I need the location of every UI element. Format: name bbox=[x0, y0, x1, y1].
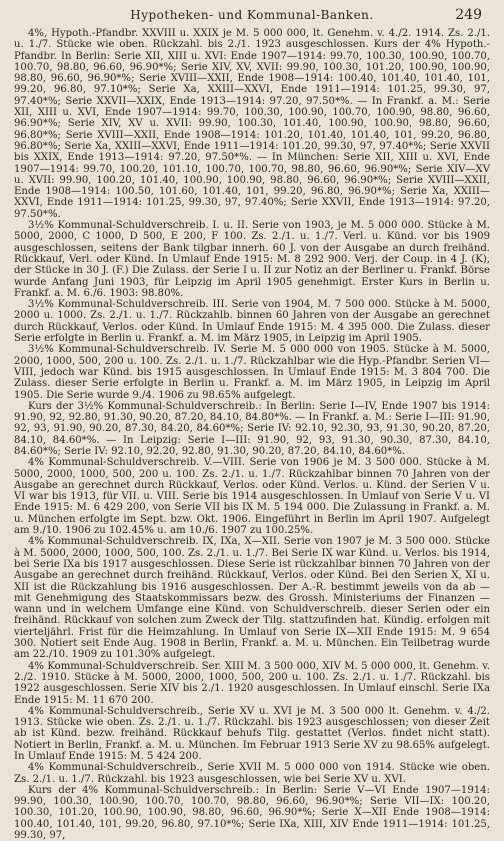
paragraph-kommunal-serie-iv: 3½% Kommunal-Schuldverschreib. IV. Serie M. 5 000 000 von 1905. Stücke à M. 5000, 2000, 1000, 500, 200 u. 100. Zs. 2./1. u. 1./7. Rückzahlbar wie die Hyp.-Pfandbr. Serien VI—VIII, jedoch war Künd. bis 1915 ausgeschlossen. In Umlauf Ende 1915: M. 3 804 700. Die Zulass. dieser Serie erfolgte in Berlin u. Frankf. a. M. im März 1905, in Leipzig im April 1905. Die Serie wurde 9./4. 1906 zu 98.65% aufgelegt. bbox=[14, 344, 490, 401]
paragraph-kurs-4-kommunal: Kurs der 4% Kommunal-Schuldverschreib.: In Berlin: Serie V—VI Ende 1907—1914: 99.90, 100.30, 100.90, 100.70, 100.70, 98.80, 96.60, 96.90*%; Serie VII—IX: 100.20, 100.30, 101.20, 100.90, 100.90, 98.80, 96.60, 96.90*%; Serie X—XII Ende 1908—1914: 100.40, 101.40, 101, 99.20, 96.80, 97.10*%; Serie IXa, XIII, XIV Ende 1911—1914: 101.25, 99.30, 97, bbox=[14, 784, 490, 841]
body-text bbox=[14, 28, 490, 841]
paragraph-kurs-3-5-kommunal: Kurs der 3½% Kommunal-Schuldverschreib.: In Berlin: Serie I—IV, Ende 1907 bis 1914: 91.90, 92, 92.80, 91.30, 90.20, 87.20, 84.10, 84.80*%. — In Frankf. a. M.: Serie I—III: 91.90, 92, 93, 91.90, 90.20, 87.30, 84.20, 84.60*%; Serie IV: 92.10, 92.30, 93, 91.30, 90.20, 87.20, 84.10, 84.60*%. — In Leipzig: Serie I—III: 91.90, 92, 93, 91.30, 90.30, 87.30, 84.10, 84.60*%; Serie IV: 92.10, 92.20, 92.80, 91.30, 90.20, 87.20, 84.10, 84.60*%. bbox=[14, 400, 490, 457]
paragraph-hypoth-pfandbr-kurse: 4%, Hypoth.-Pfandbr. XXVIII u. XXIX je M. 5 000 000, lt. Genehm. v. 4./2. 1914. Zs. 2./1. u. 1./7. Stücke wie oben. Rückzahl. bis 2./1. 1923 ausgeschlossen. Kurs der 4% Hypoth.-Pfandbr. In Berlin: Serie XII, XIII u. XVI: Ende 1907—1914: 99.70, 100.30, 100.90, 100.70, 100.70, 98.80, 96.60, 96.90*%; Serie XIV, XV, XVII: 99.90, 100.30, 101.20, 100.90, 100.90, 98.80, 96.60, 96.90*%; Serie XVIII—XXII, Ende 1908—1914: 100.40, 101.40, 101.40, 101, 99.20, 96.80, 97.10*%; Serie Xa, XXIII—XXVI, Ende 1911—1914: 101.25, 99.30, 97, 97.40*%; Serie XXVII—XXIX, Ende 1913—1914: 97.20, 97.50*%. — In Frankf. a. M.: Serie XII, XIII u. XVI, Ende 1907—1914: 99.70, 100.30, 100.90, 100.70, 100.90, 98.80, 96.60, 96.90*%; Serie XIV, XV u. XVII: 99.90, 100.30, 101.40, 100.90, 100.90, 98.80, 96.60, 96.80*%; Serie XVIII—XXII, Ende 1908—1914: 101.20, 101.40, 101.40, 101, 99.20, 96.80, 96.80*%; Serie Xa, XXIII—XXVI, Ende 1911—1914: 101.20, 99.30, 97, 97.40*%; Serie XXVII bis XXIX, Ende 1913—1914: 97.20, 97.50*%. — In München: Serie XII, XIII u. XVI, Ende 1907—1914: 99.70, 100.20, 101.10, 100.70, 100.70, 98.80, 96.60, 96.90*%; Serie XIV—XV u. XVII: 99.90, 100.20, 101.40, 100.90, 100.90, 98.80, 96.60, 96.90*%; Serie XVIII—XXII, Ende 1908—1914: 100.50, 101.60, 101.40, 101, 99.20, 96.80, 96.90*%; Serie Xa, XXIII—XXVI, Ende 1911—1914: 101.25, 99.30, 97, 97.40%; Serie XXVII, Ende 1913—1914: 97.20, 97.50*%. bbox=[14, 28, 490, 220]
paragraph-kommunal-serie-xvii: 4% Kommunal-Schuldverschreib., Serie XVII M. 5 000 000 von 1914. Stücke wie oben. Zs. 2./1. u. 1./7. Rückzahl. bis 1923 ausgeschlossen, wie bei Serie XV u. XVI. bbox=[14, 762, 490, 785]
paragraph-kommunal-serie-xv-xvi: 4% Kommunal-Schuldverschreib., Serie XV u. XVI je M. 3 500 000 lt. Genehm. v. 4./2. 1913. Stücke wie oben. Zs. 2./1. u. 1./7. Rückzahl. bis 1923 ausgeschlossen; von dieser Zeit ab ist Künd. bezw. freihänd. Rückkauf behufs Tilg. gestattet (Verlos. findet nicht statt). Notiert in Berlin, Frankf. a. M. u. München. Im Februar 1913 Serie XV zu 98.65% aufgelegt. In Umlauf Ende 1915: M. 5 424 200. bbox=[14, 705, 490, 762]
paragraph-kommunal-serie-v-viii: 4% Kommunal-Schuldverschreib. V.—VIII. Serie von 1906 je M. 3 500 000. Stücke à M. 5000, 2000, 1000, 500, 200 u. 100. Zs. 2./1. u. 1./7. Rückzahlbar binnen 70 Jahren von der Ausgabe an gerechnet durch Rückkauf, Verlos. oder Künd. Verlos. u. Künd. der Serien V u. VI war bis 1913, für VII. u. VIII. Serie bis 1914 ausgeschlossen. In Umlauf von Serie V u. VI Ende 1915: M. 6 429 200, von Serie VII bis IX M. 5 194 000. Die Zulassung in Frankf. a. M. u. München erfolgte im Sept. bzw. Okt. 1906. Eingeführt in Berlin im April 1907. Aufgelegt am 9./10. 1906 zu 102.45% u. am 10./6. 1907 zu 100.25%. bbox=[14, 457, 490, 537]
paragraph-kommunal-serie-xiii-xiv: 4% Kommunal-Schuldverschreib. Ser. XIII M. 3 500 000, XIV M. 5 000 000, lt. Genehm. v. 2./2. 1910. Stücke à M. 5000, 2000, 1000, 500, 200 u. 100. Zs. 2./1. u. 1./7. Rückzahl. bis 1922 ausgeschlossen. Serie XIV bis 2./1. 1920 ausgeschlossen. In Umlauf einschl. Serie IXa Ende 1915: M. 11 670 200. bbox=[14, 660, 490, 706]
paragraph-kommunal-serie-iii: 3½% Kommunal-Schuldverschreib. III. Serie von 1904, M. 7 500 000. Stücke à M. 5000, 2000 u. 1000. Zs. 2./1. u. 1./7. Rückzahlb. binnen 60 Jahren von der Ausgabe an gerechnet durch Rückkauf, Verlos. oder Künd. In Umlauf Ende 1915: M. 4 395 000. Die Zulass. dieser Serie erfolgte in Berlin u. Frankf. a. M. im März 1905, in Leipzig im April 1905. bbox=[14, 299, 490, 345]
running-title: Hypotheken- und Kommunal-Banken. bbox=[130, 8, 374, 22]
page-header bbox=[14, 8, 490, 24]
paragraph-kommunal-serie-i-ii: 3½% Kommunal-Schuldverschreib. I. u. II. Serie von 1903, je M. 5 000 000. Stücke à M. 5000, 2000, C 1000, D 500, E 200, F 100. Zs. 2./1. u. 1./7. Verl. u. Künd. vor bis 1909 ausgeschlossen, seitens der Bank tilgbar innerh. 60 J. von der Ausgabe an durch freihänd. Rückkauf, Verl. oder Künd. In Umlauf Ende 1915: M. 8 292 900. Verj. der Coup. in 4 J. (K), der Stücke in 30 J. (F.) Die Zulass. der Serie I u. II zur Notiz an der Berliner u. Frankf. Börse wurde Anfang Juni 1903, für Leipzig im April 1905 genehmigt. Erster Kurs in Berlin u. Frankf. a. M. 6./6. 1903: 98.80%. bbox=[14, 220, 490, 299]
page-number: 249 bbox=[455, 7, 482, 23]
paragraph-kommunal-serie-ix-xii: 4% Kommunal-Schuldverschreib. IX, IXa, X—XII. Serie von 1907 je M. 3 500 000. Stücke à M. 5000, 2000, 1000, 500, 100. Zs. 2./1. u. 1./7. Bei Serie IX war Künd. u. Verlos. bis 1914, bei Serie IXa bis 1917 ausgeschlossen. Diese Serie ist rückzahlbar binnen 70 Jahren von der Ausgabe an gerechnet durch freihänd. Rückkauf, Verlos. oder Künd. Bei den Serien X, XI u. XII ist die Rückzahlung bis 1916 ausgeschlossen. Der A.-R. bestimmt jeweils von da ab — mit Genehmigung des Staatskommissars bezw. des Grossh. Ministeriums der Finanzen — wann und in welchem Umfange eine Künd. von Schuldverschreib. dieser Serien oder ein freihänd. Rückkauf von solchen zum Zweck der Tilg. stattzufinden hat. Kündig. erfolgen mit vierteljährl. Frist für die Heimzahlung. In Umlauf von Serie IX—XII Ende 1915: M. 9 654 300. Notiert seit Ende Aug. 1908 in Berlin, Frankf. a. M. u. München. Ein Teilbetrag wurde am 22./10. 1909 zu 101.30% aufgelegt. bbox=[14, 536, 490, 661]
